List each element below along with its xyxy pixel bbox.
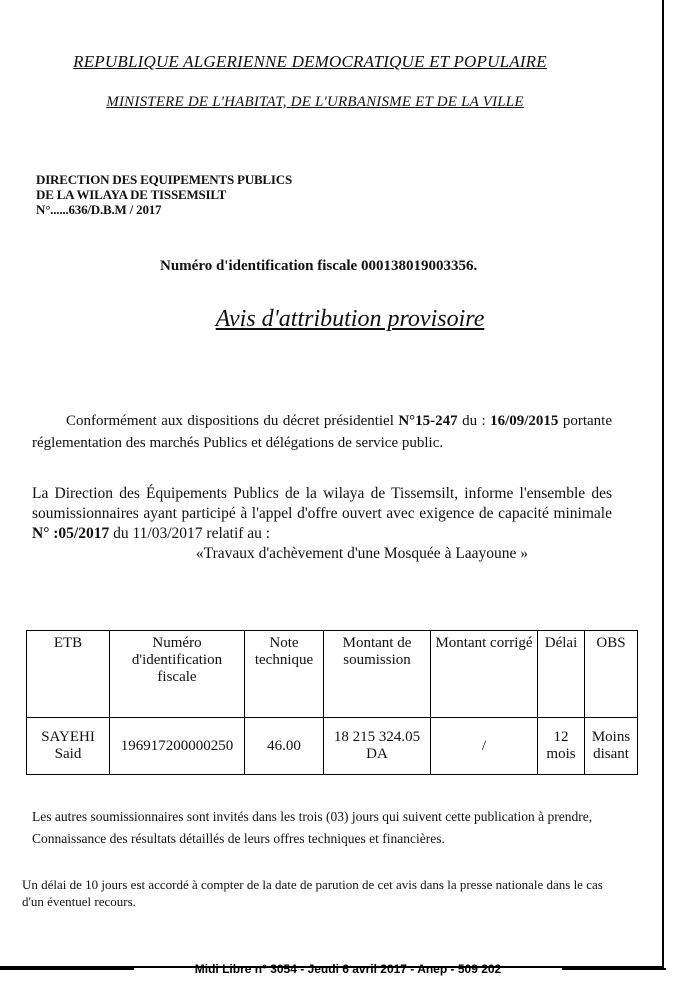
cell-etb: SAYEHI Said [27, 718, 110, 775]
decree-text-b: du : [457, 413, 491, 429]
decree-date: 16/09/2015 [490, 413, 559, 429]
fiscal-id [160, 258, 477, 275]
decree-text-c: portante réglementation des marchés Publics et délégations de service public. [32, 413, 613, 451]
tender-text-b: du 11/03/2017 relatif au : [109, 525, 271, 542]
tender-text-a: La Direction des Équipements Publics de la wilaya de Tissemsilt, informe l'ensemble des soumissionnaires ayant participé à l'appel d'offre ouvert avec exigence de capacité minimale [32, 485, 612, 522]
issuer-line2: DE LA WILAYA DE TISSEMSILT [36, 187, 227, 202]
fiscal-id-number: 000138019003356. [360, 258, 478, 274]
cell-obs: Moins disant [585, 718, 638, 775]
footer-rule-right [562, 968, 666, 970]
paragraph-appeal: Un délai de 10 jours est accordé à compter de la date de parution de cet avis dans la presse nationale dans le cas d'un éventuel recours. [22, 877, 603, 909]
header-cell: Délai [538, 631, 585, 718]
publication-footer: Midi Libre n° 3054 - Jeudi 6 avril 2017 - Anep - 509 202 [194, 962, 502, 976]
project-name: «Travaux d'achèvement d'une Mosquée à Laayoune » [195, 545, 529, 562]
notice-title: Avis d'attribution provisoire [215, 306, 485, 332]
decree-text-a: Conformément aux dispositions du décret présidentiel [66, 413, 399, 429]
paragraph-decree [32, 410, 612, 454]
cell-delai: 12 mois [538, 718, 585, 775]
issuer-block [36, 172, 292, 217]
issuer-ref: N°......636/D.B.M / 2017 [36, 202, 162, 217]
issuer-line1: DIRECTION DES EQUIPEMENTS PUBLICS [36, 172, 292, 187]
table-header-row [27, 631, 638, 718]
cell-montant: 18 215 324.05 DA [324, 718, 431, 775]
results-table [26, 630, 638, 775]
table-row [27, 718, 638, 775]
ministry-header: MINISTERE DE L'HABITAT, DE L'URBANISME ET DE LA VILLE [106, 94, 524, 110]
header-cell: Montant de soumission [324, 631, 431, 718]
header-cell: Numéro d'identification fiscale [110, 631, 245, 718]
cell-nif: 196917200000250 [110, 718, 245, 775]
republic-header: REPUBLIQUE ALGERIENNE DEMOCRATIQUE ET POPULAIRE [73, 52, 547, 71]
cell-note: 46.00 [245, 718, 324, 775]
tender-ref: N° :05/2017 [32, 525, 110, 542]
paragraph-invitation: Les autres soumissionnaires sont invités dans les trois (03) jours qui suivent cette publication à prendre, Connaissance des résultats détaillés de leurs offres techniques et financières. [32, 809, 593, 846]
header-cell: Note technique [245, 631, 324, 718]
header-cell: Montant corrigé [431, 631, 538, 718]
cell-corrige: / [431, 718, 538, 775]
header-cell: OBS [585, 631, 638, 718]
paragraph-tender [32, 484, 612, 564]
header-cell: ETB [27, 631, 110, 718]
decree-number: N°15-247 [398, 413, 458, 429]
footer-rule-left [0, 968, 134, 970]
fiscal-id-label: Numéro d'identification fiscale [160, 258, 358, 274]
